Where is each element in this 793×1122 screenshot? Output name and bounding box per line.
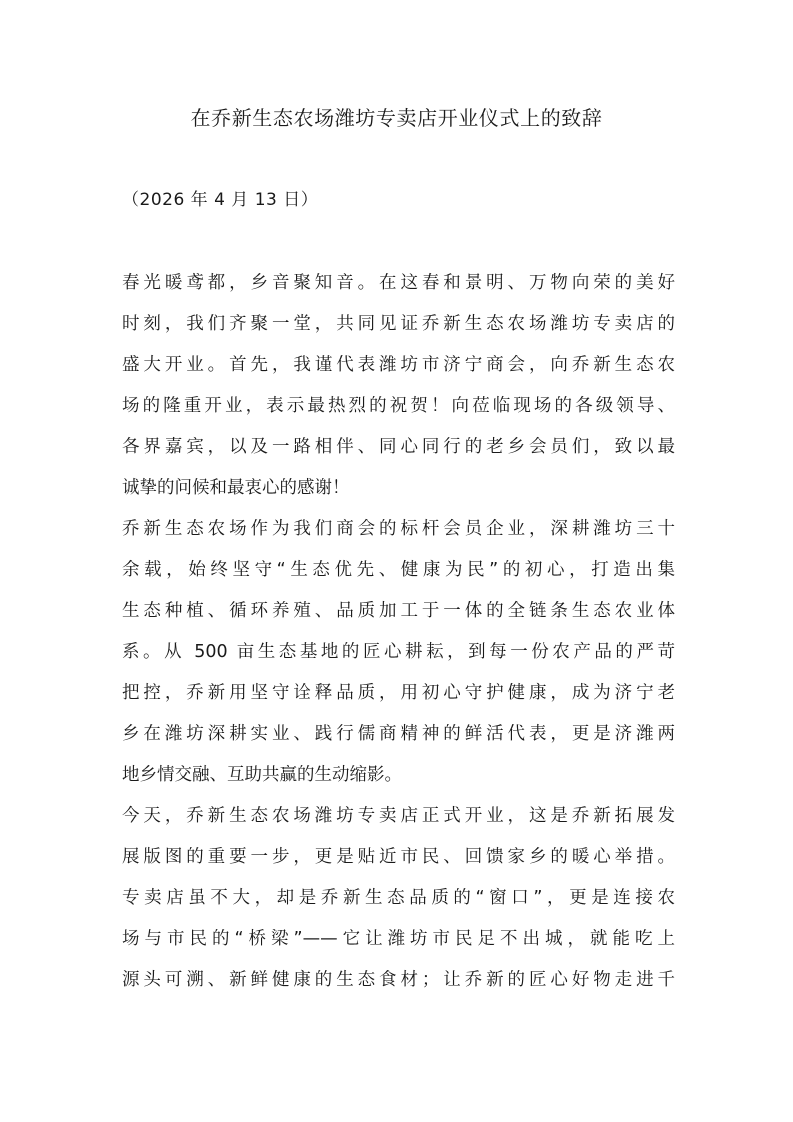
document-title: 在乔新生态农场潍坊专卖店开业仪式上的致辞	[190, 106, 603, 130]
document-date: （2026 年 4 月 13 日）	[122, 190, 319, 210]
text-line: 乔新生态农场作为我们商会的标杆会员企业，深耕潍坊三十	[122, 519, 675, 539]
text-line: 盛大开业。首先，我谨代表潍坊市济宁商会，向乔新生态农	[122, 355, 675, 375]
text-line: 源头可溯、新鲜健康的生态食材；让乔新的匠心好物走进千	[122, 970, 675, 990]
text-line: 余载，始终坚守“生态优先、健康为民”的初心，打造出集	[122, 560, 675, 580]
text-line: 时刻，我们齐聚一堂，共同见证乔新生态农场潍坊专卖店的	[122, 314, 675, 334]
text-line: 展版图的重要一步，更是贴近市民、回馈家乡的暖心举措。	[122, 847, 675, 867]
text-line: 场的隆重开业，表示最热烈的祝贺！向莅临现场的各级领导、	[122, 396, 675, 416]
text-line: 乡在潍坊深耕实业、践行儒商精神的鲜活代表，更是济潍两	[122, 724, 675, 744]
text-line: 系。从 500 亩生态基地的匠心耕耘，到每一份农产品的严苛	[122, 642, 675, 662]
text-line: 生态种植、循环养殖、品质加工于一体的全链条生态农业体	[122, 601, 675, 621]
text-line: 场与市民的“桥梁”——它让潍坊市民足不出城，就能吃上	[122, 929, 675, 949]
text-line: 各界嘉宾，以及一路相伴、同心同行的老乡会员们，致以最	[122, 437, 675, 457]
text-line: 专卖店虽不大，却是乔新生态品质的“窗口”，更是连接农	[122, 888, 675, 908]
text-line: 把控，乔新用坚守诠释品质，用初心守护健康，成为济宁老	[122, 683, 675, 703]
text-line: 今天，乔新生态农场潍坊专卖店正式开业，这是乔新拓展发	[122, 806, 675, 826]
text-line: 地乡情交融、互助共赢的生动缩影。	[122, 765, 402, 785]
text-line: 春光暖鸢都，乡音聚知音。在这春和景明、万物向荣的美好	[122, 273, 675, 293]
text-line: 诚挚的问候和最衷心的感谢！	[122, 478, 350, 498]
